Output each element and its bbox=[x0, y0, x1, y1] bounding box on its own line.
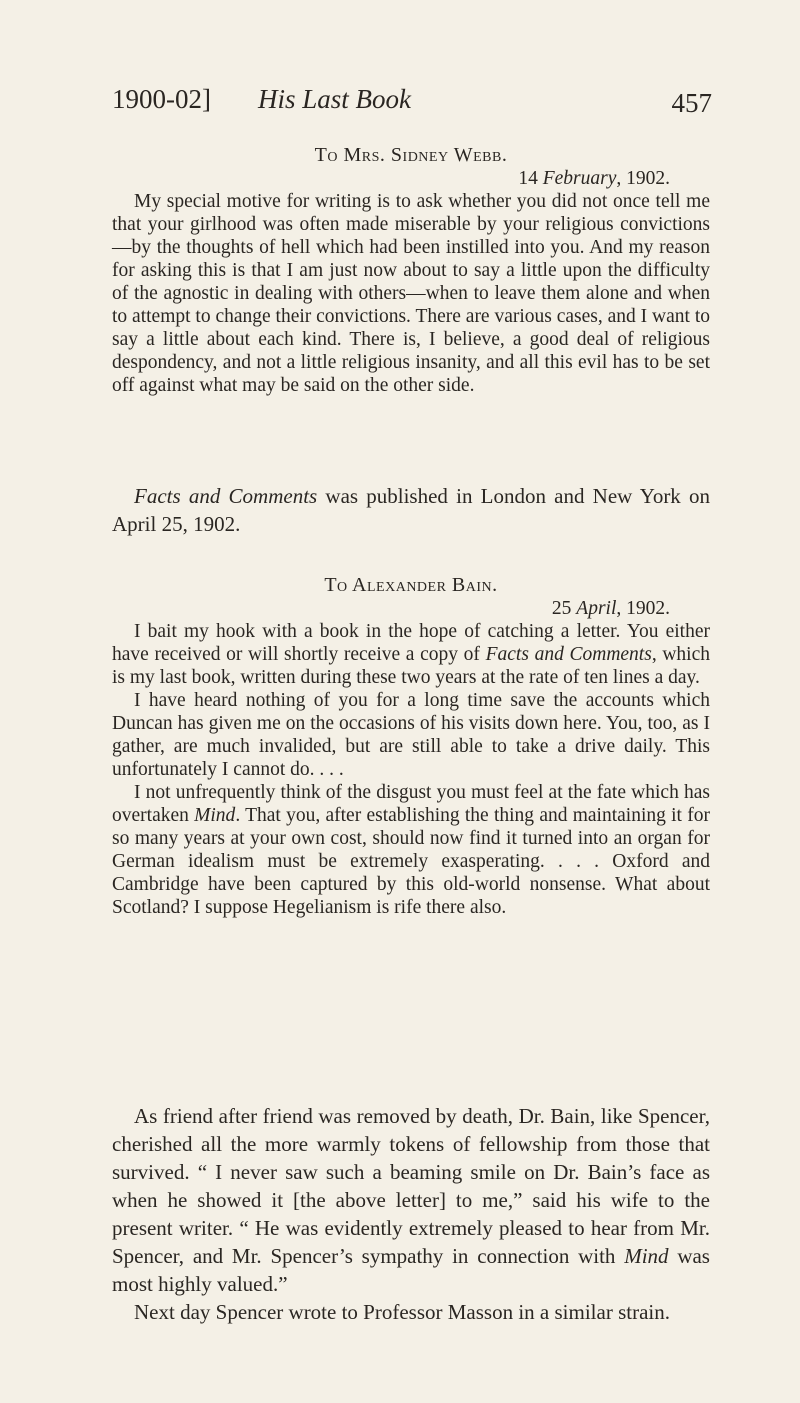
running-head-date-range: 1900-02] bbox=[112, 84, 211, 114]
letter-webb-body: My special motive for writing is to ask whether you did not once tell me that your girlhood was often made miserable by your religious convictions—by the thoughts of hell which had been instilled into you. And my reason for asking this is that I am just now about to say a little upon the difficulty of the agnostic in dealing with others—when to leave them alone and when to attempt to change their convictions. There are various cases, and I want to say a little about each kind. There is, I believe, a good deal of religious despondency, and not a little religious insanity, and all this evil has to be set off against what may be said on the other side. bbox=[112, 191, 710, 396]
page-number: 457 bbox=[671, 88, 712, 118]
narrative-bain-paragraph-1: As friend after friend was removed by death, Dr. Bain, like Spencer, cherished all the more warmly tokens of fellowship from those that survived. “ I never saw such a beaming smile on Dr. Bain’s face as when he showed it [the above letter] to me,” said his wife to the present writer. “ He was evidently extremely pleased to hear from Mr. Spencer, and Mr. Spencer’s sympathy in connection with Mind was most highly valued.” bbox=[112, 1104, 710, 1296]
narrative-publication-text: Facts and Comments was published in London and New York on April 25, 1902. bbox=[112, 484, 711, 536]
narrative-bain bbox=[112, 1102, 710, 1326]
letter-webb bbox=[112, 144, 710, 397]
narrative-publication bbox=[112, 482, 710, 538]
running-head-title: His Last Book bbox=[258, 84, 412, 114]
letter-bain bbox=[112, 574, 710, 919]
letter-webb-heading: To Mrs. Sidney Webb. bbox=[314, 144, 508, 166]
running-head bbox=[112, 84, 712, 124]
letter-bain-paragraph-2: I have heard nothing of you for a long time save the accounts which Duncan has given me on the occasions of his visits down here. You, too, as I gather, are much invalided, but are still able to take a drive daily. This unfortunately I cannot do. . . . bbox=[112, 690, 710, 780]
letter-bain-paragraph-3: I not unfrequently think of the disgust you must feel at the fate which has overtaken Mind. That you, after establishing the thing and maintaining it for so many years at your own cost, should now find it turned into an organ for German idealism must be extremely exasperating. . . . Oxford and Cambridge have been captured by this old-world nonsense. What about Scotland? I suppose Hegelianism is rife there also. bbox=[112, 782, 710, 918]
letter-bain-heading: To Alexander Bain. bbox=[324, 574, 498, 596]
letter-webb-date: 14 February, 1902. bbox=[518, 168, 670, 189]
letter-bain-date: 25 April, 1902. bbox=[551, 598, 670, 619]
letter-bain-paragraph-1: I bait my hook with a book in the hope of catching a letter. You either have received or will shortly receive a copy of Facts and Comments, which is my last book, written during these two years at the rate of ten lines a day. bbox=[112, 621, 710, 688]
narrative-bain-paragraph-2: Next day Spencer wrote to Professor Masson in a similar strain. bbox=[134, 1300, 670, 1324]
